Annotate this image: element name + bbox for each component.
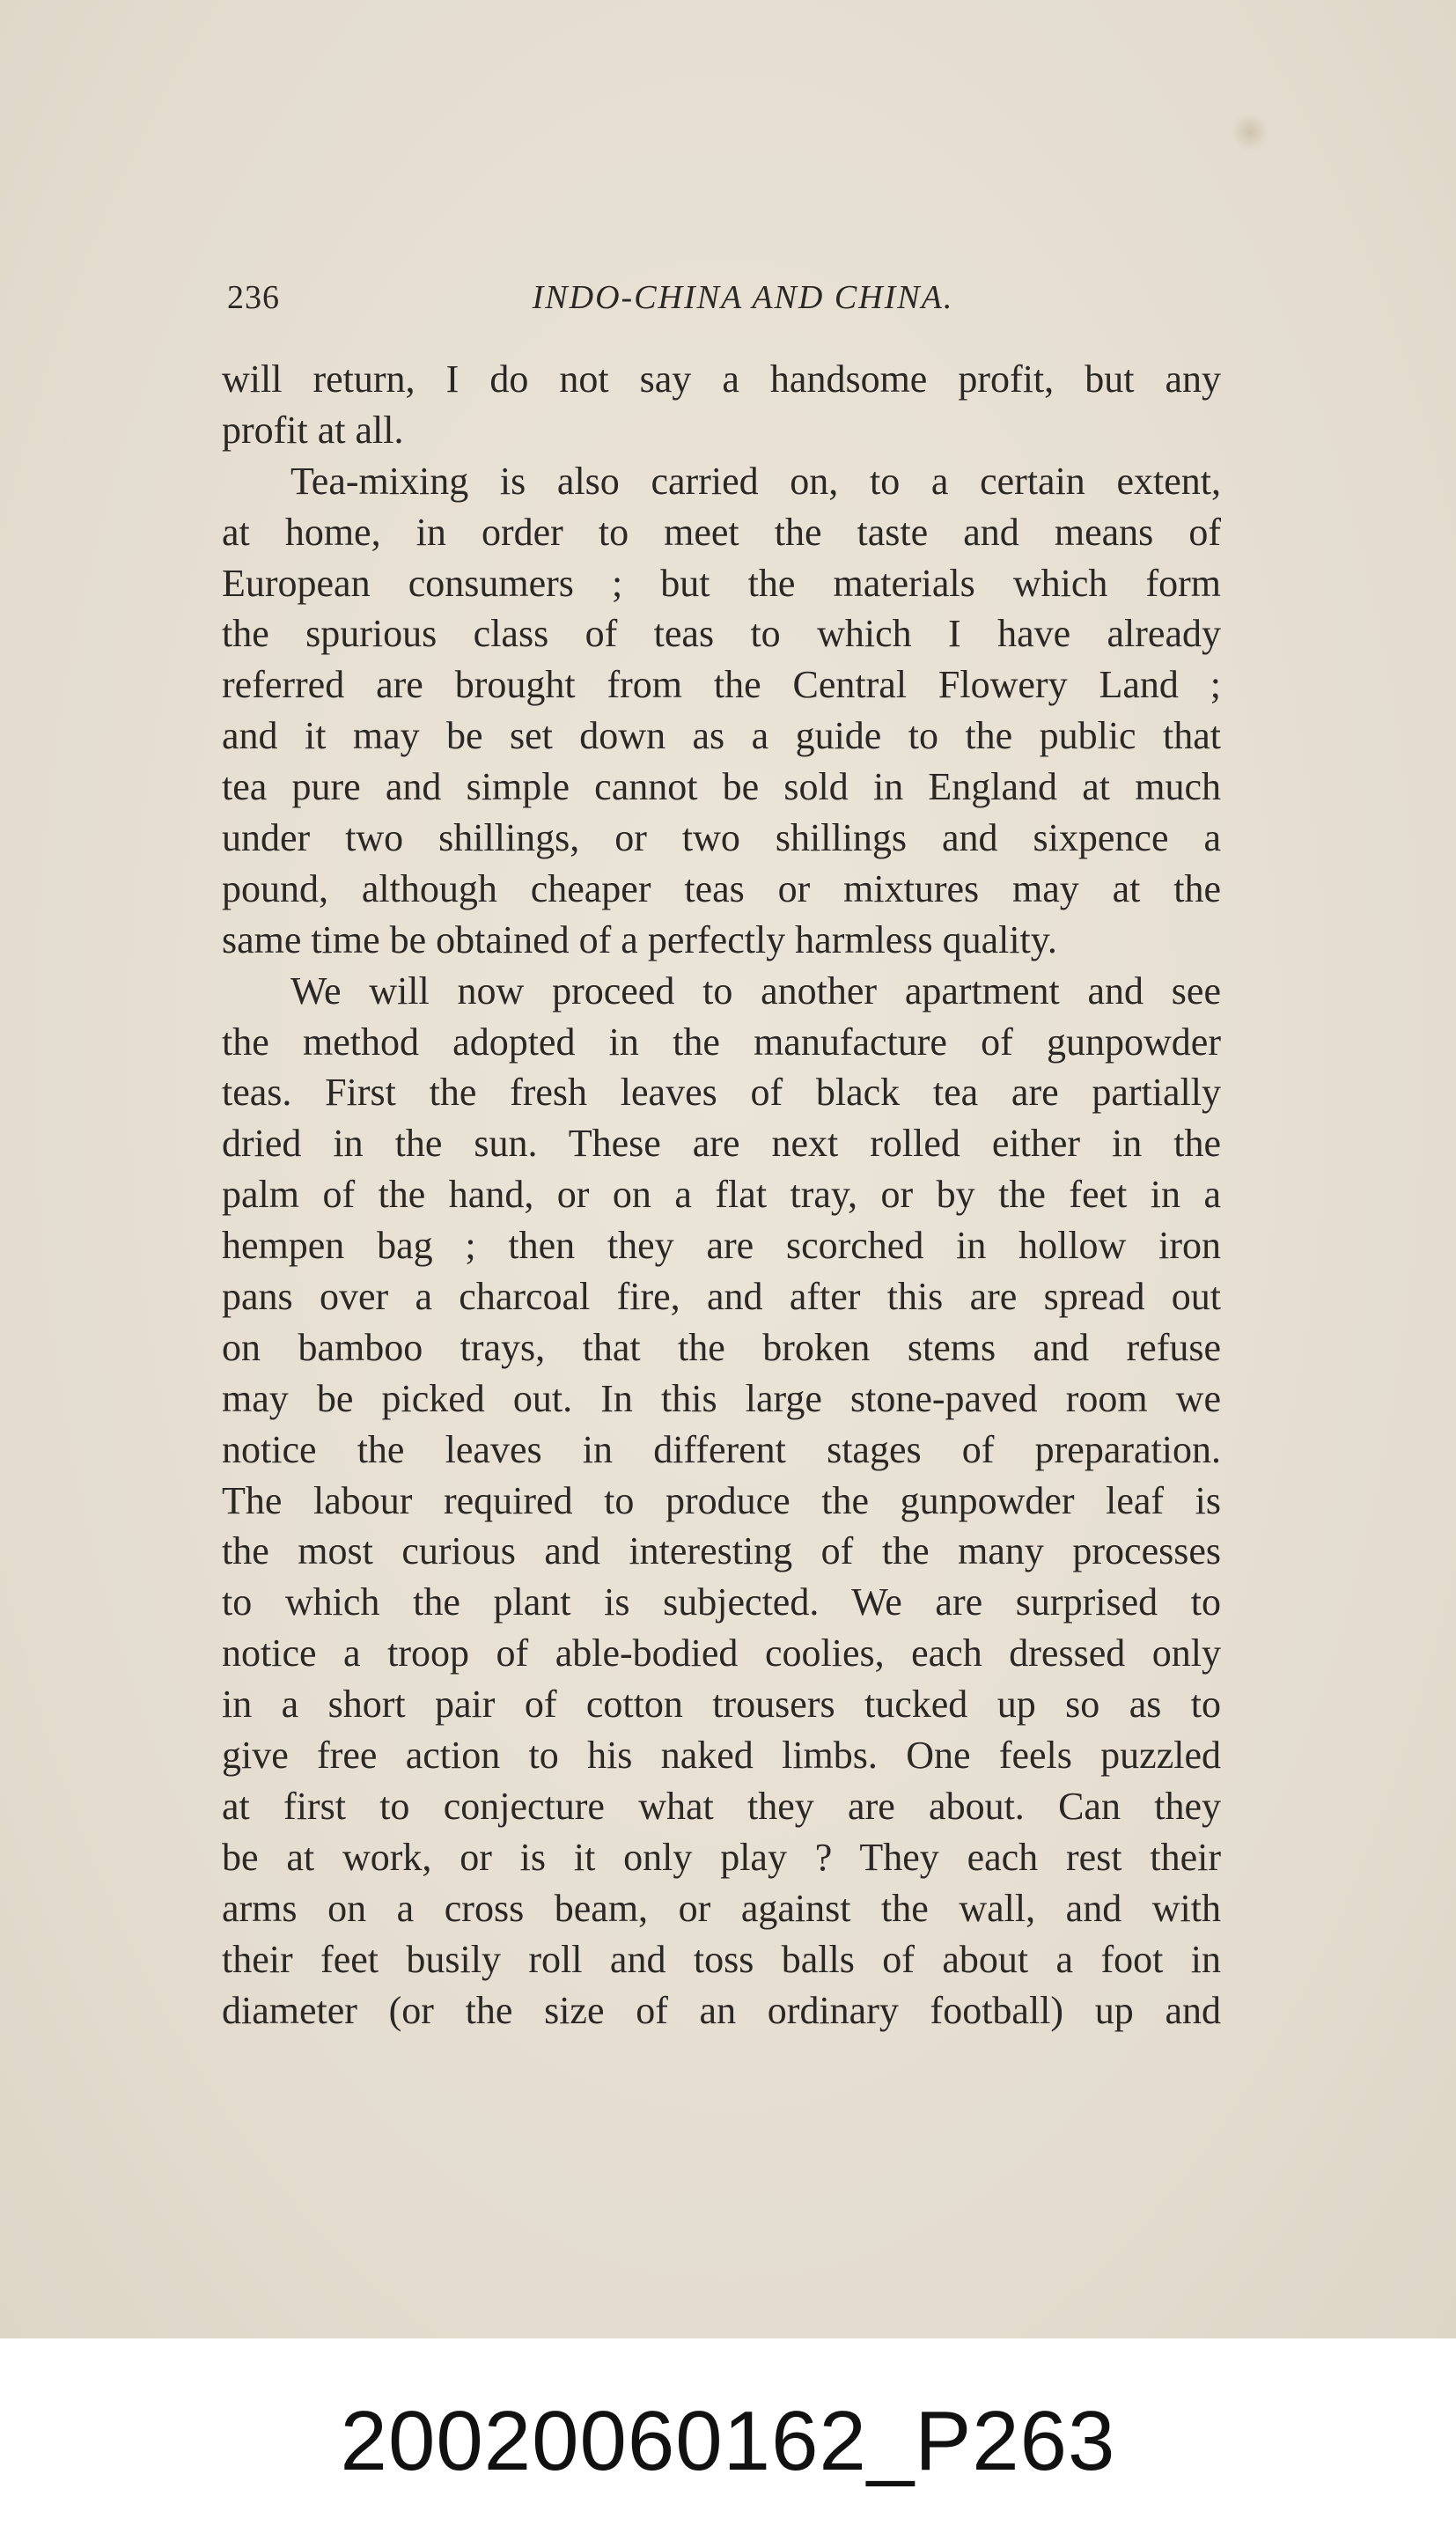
text-line: pound, although cheaper teas or mixtures may at the <box>222 866 1221 910</box>
image-identifier: 20020060162_P263 <box>340 2394 1116 2488</box>
text-line: the most curious and interesting of the many processes <box>222 1529 1221 1573</box>
text-line: in a short pair of cotton trousers tucked up so as to <box>222 1683 1221 1727</box>
text-line: under two shillings, or two shillings and sixpence a <box>222 816 1221 860</box>
text-line: be at work, or is it only play ? They each rest their <box>222 1835 1221 1879</box>
body-text <box>222 354 1221 2036</box>
text-line: notice a troop of able-bodied coolies, each dressed only <box>222 1631 1221 1675</box>
text-line: at first to conjecture what they are about. Can they <box>222 1784 1221 1828</box>
text-line: tea pure and simple cannot be sold in England at much <box>222 765 1221 809</box>
text-line: We will now proceed to another apartment and see <box>290 968 1221 1013</box>
text-line: their feet busily roll and toss balls of about a foot in <box>222 1937 1221 1981</box>
text-line: profit at all. <box>222 408 404 452</box>
paper-stain <box>1231 113 1269 151</box>
text-line: hempen bag ; then they are scorched in hollow iron <box>222 1224 1221 1268</box>
text-line: same time be obtained of a perfectly harmless quality. <box>222 917 1057 961</box>
text-line: Tea-mixing is also carried on, to a certain extent, <box>290 459 1221 503</box>
page-number: 236 <box>227 279 280 316</box>
text-line: European consumers ; but the materials which form <box>222 561 1221 605</box>
text-line: and it may be set down as a guide to the public that <box>222 714 1221 758</box>
running-title: INDO-CHINA AND CHINA. <box>532 279 954 316</box>
text-line: to which the plant is subjected. We are surprised to <box>222 1580 1221 1624</box>
text-line: the method adopted in the manufacture of gunpowder <box>222 1020 1221 1064</box>
text-line: diameter (or the size of an ordinary football) up and <box>222 1988 1221 2032</box>
text-line: the spurious class of teas to which I have already <box>222 612 1221 656</box>
caption-band <box>0 2338 1456 2548</box>
text-line: teas. First the fresh leaves of black tea are partially <box>222 1071 1221 1115</box>
text-line: on bamboo trays, that the broken stems and refuse <box>222 1325 1221 1369</box>
text-line: at home, in order to meet the taste and means of <box>222 510 1221 554</box>
text-line: may be picked out. In this large stone-paved room we <box>222 1376 1221 1420</box>
text-line: referred are brought from the Central Flowery Land ; <box>222 663 1221 707</box>
text-line: arms on a cross beam, or against the wall, and with <box>222 1886 1221 1930</box>
running-head <box>227 278 1224 322</box>
text-line: The labour required to produce the gunpowder leaf is <box>222 1478 1221 1522</box>
text-line: palm of the hand, or on a flat tray, or by the feet in a <box>222 1173 1221 1217</box>
text-line: dried in the sun. These are next rolled either in the <box>222 1122 1221 1166</box>
text-line: give free action to his naked limbs. One feels puzzled <box>222 1734 1221 1778</box>
text-line: will return, I do not say a handsome profit, but any <box>222 357 1221 401</box>
text-line: notice the leaves in different stages of preparation. <box>222 1427 1221 1471</box>
text-line: pans over a charcoal fire, and after this are spread out <box>222 1275 1221 1319</box>
